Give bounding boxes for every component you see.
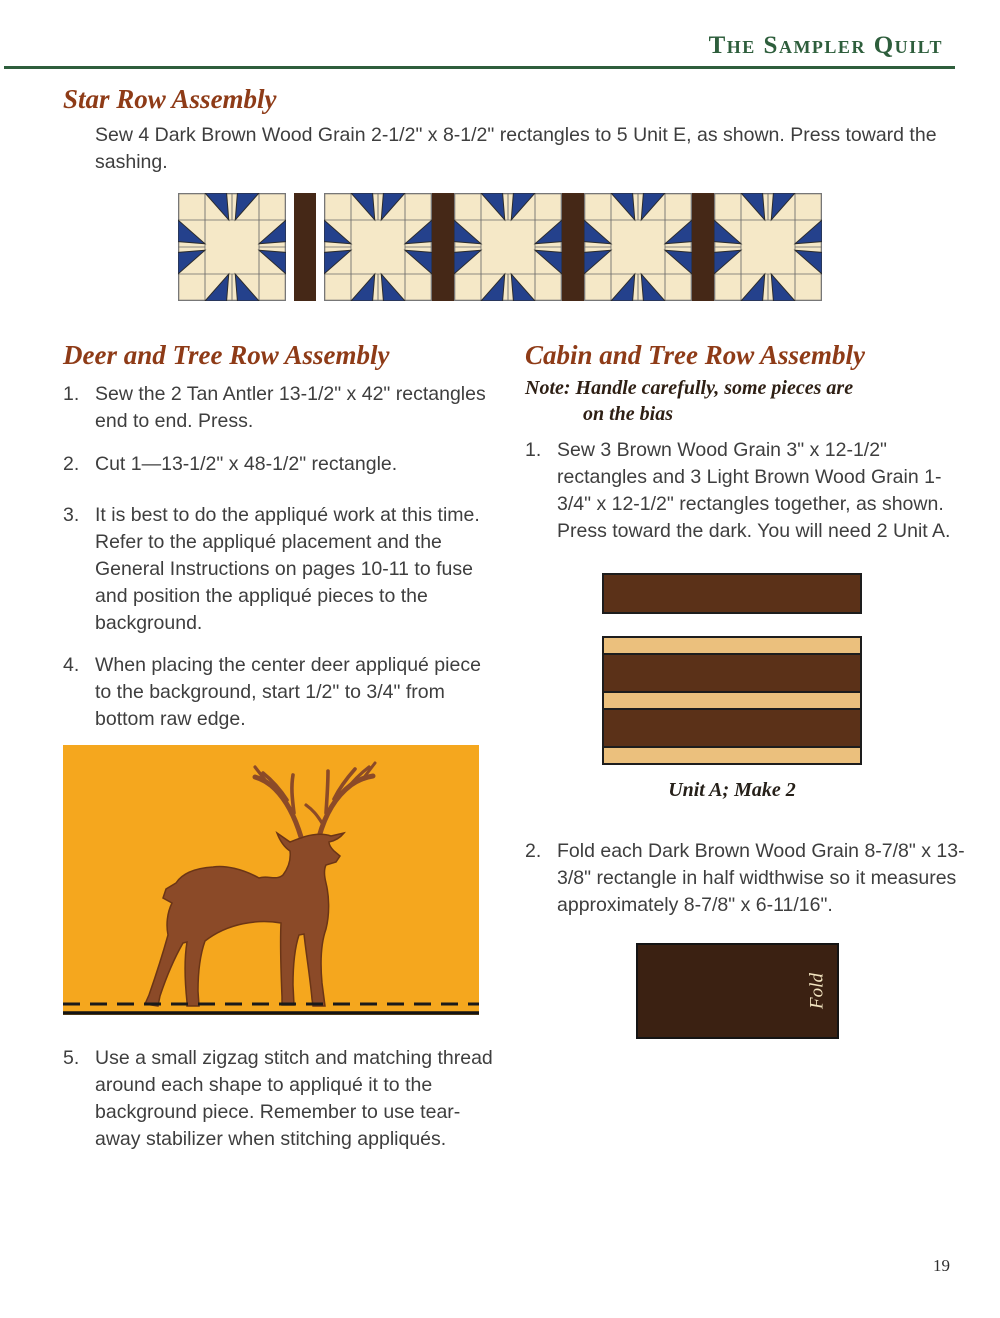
step-number: 5.: [63, 1047, 80, 1069]
star-block: [714, 193, 822, 301]
bias-note-line1: Note: Handle carefully, some pieces are: [525, 377, 854, 399]
step-number: 2.: [63, 453, 80, 475]
unit-a-caption: Unit A; Make 2: [668, 779, 796, 801]
deer-applique-figure: [63, 745, 479, 1015]
tan-strip: [604, 693, 860, 708]
step-number: 1.: [525, 439, 542, 461]
section-heading-star: Star Row Assembly: [63, 84, 277, 114]
star-block: [454, 193, 562, 301]
bias-note: [525, 375, 965, 427]
star-block: [178, 193, 286, 301]
brown-strip: [604, 653, 860, 693]
sashing-strip: [294, 193, 316, 301]
header-rule: [4, 66, 955, 69]
tan-strip: [604, 748, 860, 763]
step-text: Use a small zigzag stitch and matching thread around each shape to appliqué it to the background piece. Remember to use tear-away stabilizer when stitching appliqués.: [95, 1047, 493, 1150]
step-item: [63, 451, 495, 478]
sashing-strip: [692, 193, 714, 301]
section-heading-cabin: Cabin and Tree Row Assembly: [525, 340, 866, 370]
step-number: 4.: [63, 654, 80, 676]
step-text: When placing the center deer appliqué piece to the background, start 1/2" to 3/4" from bottom raw edge.: [95, 654, 481, 730]
page-title: The Sampler Quilt: [708, 32, 943, 59]
page-number: 19: [933, 1256, 950, 1275]
step-item: [525, 437, 965, 545]
section-heading-deer: Deer and Tree Row Assembly: [63, 340, 390, 370]
star-row-diagram: [178, 193, 822, 301]
star-block: [324, 193, 432, 301]
assembled-star-row: [324, 193, 822, 301]
step-number: 3.: [63, 504, 80, 526]
step-item: [63, 381, 495, 435]
star-block: [584, 193, 692, 301]
step-text: Sew 3 Brown Wood Grain 3" x 12-1/2" rectangles and 3 Light Brown Wood Grain 1-3/4" x 12-1/2" rectangles together, as shown. Press toward the dark. You will need 2 Unit A.: [557, 439, 951, 542]
step-item: [63, 502, 495, 637]
sashing-strip: [562, 193, 584, 301]
tan-strip: [604, 638, 860, 653]
fold-label: Fold: [806, 973, 828, 1009]
strip-set: [602, 636, 862, 765]
step-number: 1.: [63, 383, 80, 405]
column-deer-and-tree: [63, 342, 495, 1153]
bias-note-line2: on the bias: [583, 403, 674, 425]
unit-a-diagram: [602, 573, 862, 765]
step-text: Cut 1—13-1/2" x 48-1/2" rectangle.: [95, 453, 398, 475]
step-text: Sew the 2 Tan Antler 13-1/2" x 42" rectangles end to end. Press.: [95, 383, 486, 432]
brown-strip: [604, 708, 860, 748]
column-cabin-and-tree: [525, 342, 965, 1039]
step-text: It is best to do the appliqué work at this time. Refer to the appliqué placement and the General Instructions on pages 10-11 to fuse and position the appliqué pieces to the background.: [95, 504, 480, 634]
fold-figure: [636, 943, 839, 1039]
step-text: Fold each Dark Brown Wood Grain 8-7/8" x 13-3/8" rectangle in half widthwise so it measures approximately 8-7/8" x 6-11/16".: [557, 840, 965, 916]
sashing-strip: [432, 193, 454, 301]
step-item: [63, 1045, 495, 1153]
step-item: [525, 838, 965, 919]
step-item: [63, 652, 495, 733]
brown-strip: [602, 573, 862, 614]
step-number: 2.: [525, 840, 542, 862]
star-instruction: Sew 4 Dark Brown Wood Grain 2-1/2" x 8-1/2" rectangles to 5 Unit E, as shown. Press toward the sashing.: [95, 124, 937, 173]
